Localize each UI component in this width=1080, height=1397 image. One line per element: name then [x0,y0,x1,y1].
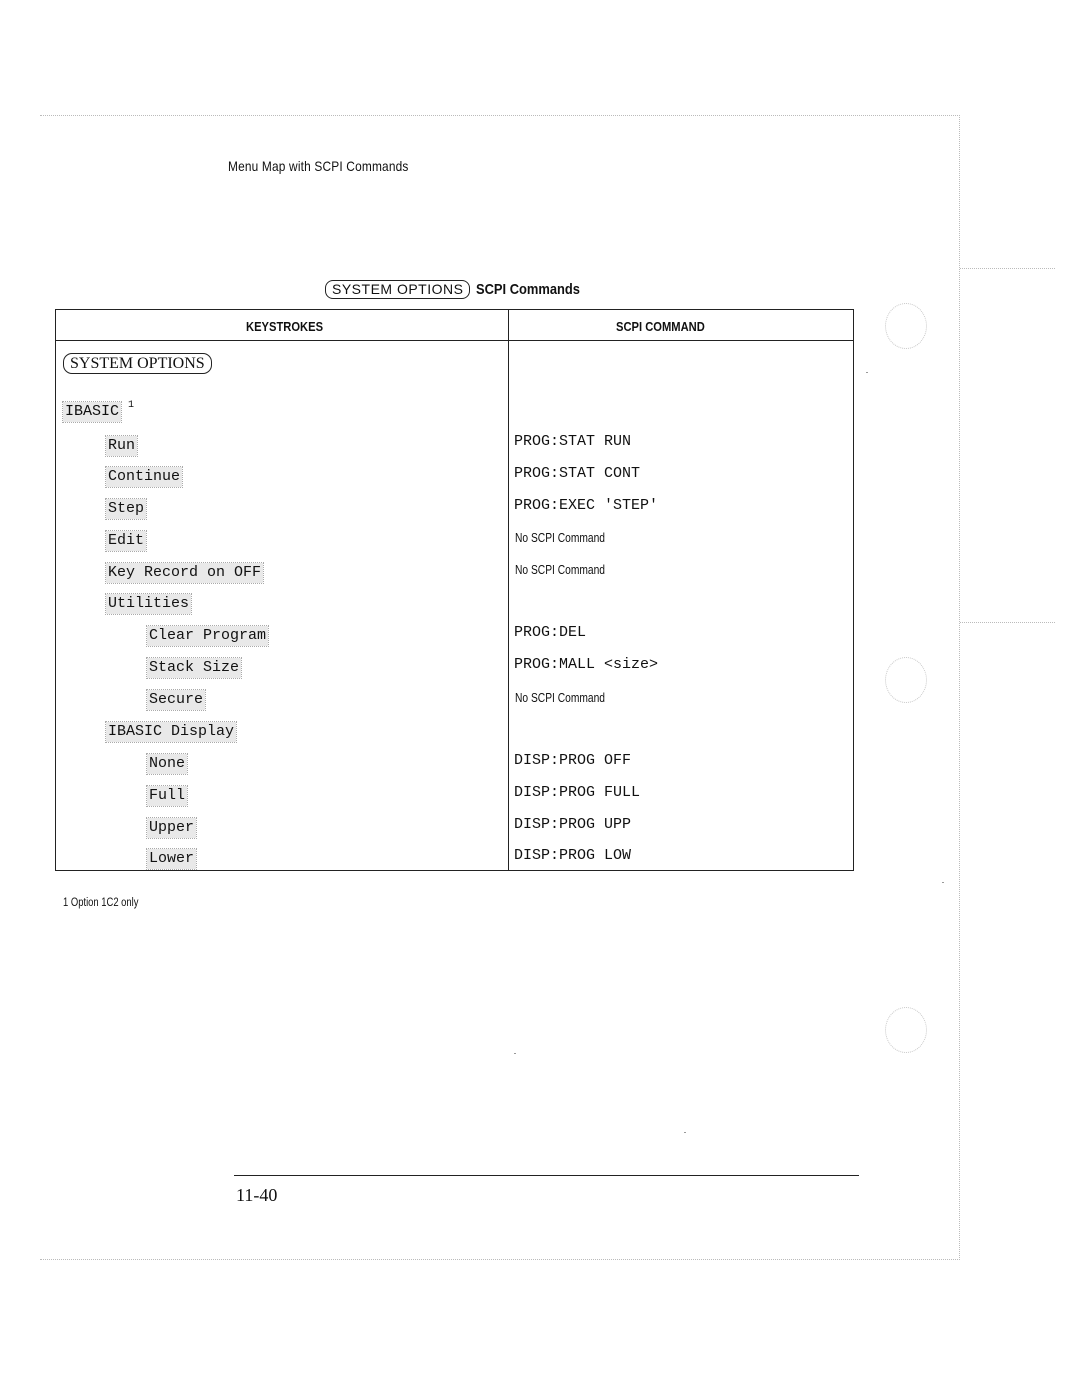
softkey-ibasic [63,402,121,422]
softkey-ibasic-display: IBASIC Display [108,723,235,740]
no-scpi-command-note: No SCPI Command [515,691,606,705]
page-number: 11-40 [236,1185,278,1205]
scan-speck [684,1132,686,1133]
scan-speck [942,882,944,883]
scpi-command-table [55,309,854,871]
softkey-edit: Edit [108,532,145,549]
punch-hole-top [885,303,927,349]
scpi-command: DISP:PROG OFF [514,752,632,769]
softkey-step: Step [108,500,145,517]
footnote-mark: 1 [128,400,135,411]
softkey-utilities: Utilities [108,595,190,612]
scpi-command: PROG:EXEC 'STEP' [514,497,659,514]
header-rule [56,340,853,341]
softkey-none: None [149,755,186,772]
scan-speck [866,372,868,373]
keystrokes-header: KEYSTROKES [246,319,324,334]
scpi-command: PROG:STAT RUN [514,433,632,450]
tab-edge-lower [960,622,1055,623]
no-scpi-command-note: No SCPI Command [515,563,606,577]
scpi-command: DISP:PROG FULL [514,784,641,801]
softkey-full: Full [149,787,186,804]
punch-hole-middle [885,657,927,703]
caption-title: SCPI Commands [476,281,581,298]
column-divider [508,310,509,870]
no-scpi-command-note: No SCPI Command [515,531,606,545]
footnote: 1 Option 1C2 only [63,897,139,909]
page-bottom-edge [40,1259,960,1260]
system-options-hardkey: SYSTEM OPTIONS [63,353,212,374]
softkey-run: Run [108,437,136,454]
scpi-command: DISP:PROG LOW [514,847,632,864]
punch-hole-bottom [885,1007,927,1053]
system-options-key-label: SYSTEM OPTIONS [325,280,470,299]
softkey-stack-size: Stack Size [149,659,240,676]
running-head: Menu Map with SCPI Commands [228,158,409,174]
softkey-lower: Lower [149,850,195,867]
scpi-command: PROG:MALL <size> [514,656,659,673]
softkey-secure: Secure [149,691,204,708]
softkey-continue: Continue [108,468,181,485]
scan-speck [514,1053,516,1054]
softkey-key-record: Key Record on OFF [108,564,262,581]
softkey-ibasic-label: IBASIC [65,403,120,420]
softkey-clear-program: Clear Program [149,627,267,644]
softkey-upper: Upper [149,819,195,836]
scpi-command: PROG:DEL [514,624,587,641]
table-caption [325,280,597,299]
page-right-edge [959,115,960,1260]
tab-edge-upper [960,268,1055,269]
scpi-command: PROG:STAT CONT [514,465,641,482]
page-top-edge [40,115,960,116]
scpi-command: DISP:PROG UPP [514,816,632,833]
scpi-command-header: SCPI COMMAND [616,319,705,334]
footer-rule [234,1175,859,1176]
